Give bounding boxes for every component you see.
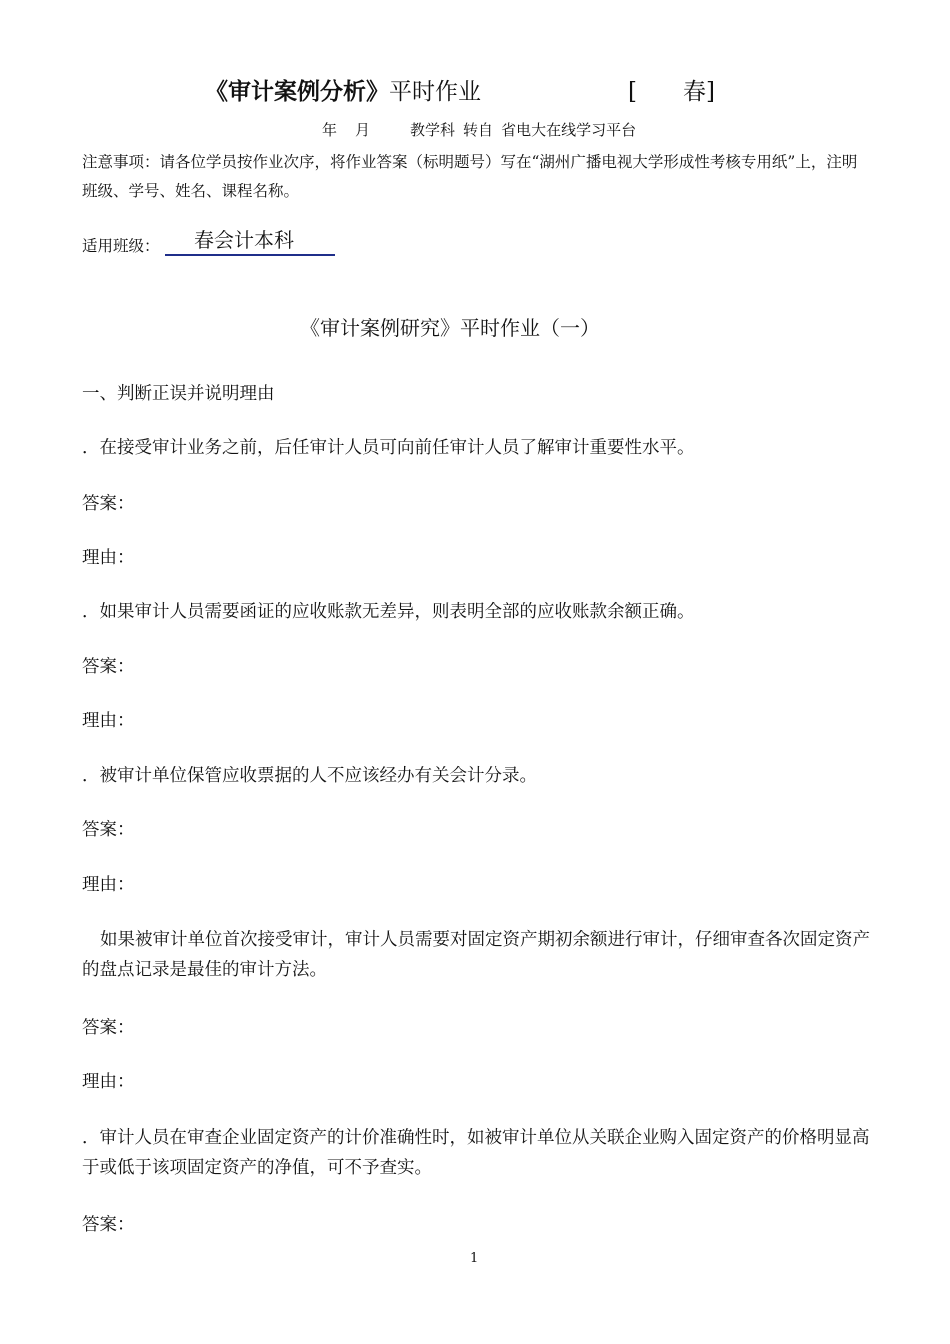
meta-dept: 教学科 [410, 121, 456, 139]
bracket-close: ] [705, 79, 715, 105]
question-4-answer-label: 答案： [82, 1018, 135, 1038]
document-title-rest: 平时作业 [389, 79, 481, 105]
meta-line [322, 120, 636, 140]
meta-month: 月 [355, 121, 371, 139]
meta-year: 年 [322, 121, 338, 139]
question-4-reason-label: 理由： [82, 1072, 135, 1092]
document-title [205, 76, 481, 108]
question-3-reason-label: 理由： [82, 875, 135, 895]
question-2-answer-label: 答案： [82, 657, 135, 677]
class-label: 适用班级： [82, 237, 160, 255]
question-3-text: ．被审计单位保管应收票据的人不应该经办有关会计分录。 [82, 766, 537, 786]
bracket-season: 春 [682, 79, 706, 105]
question-1-text: ．在接受审计业务之前，后任审计人员可向前任审计人员了解审计重要性水平。 [82, 438, 695, 458]
question-2-text: ．如果审计人员需要函证的应收账款无差异，则表明全部的应收账款余额正确。 [82, 602, 695, 622]
question-4-text: 如果被审计单位首次接受审计，审计人员需要对固定资产期初余额进行审计，仔细审查各次固定资产的盘点记录是最佳的审计方法。 [82, 930, 870, 980]
meta-platform: 省电大在线学习平台 [501, 121, 637, 139]
season-bracket [628, 76, 715, 108]
section-title: 《审计案例研究》平时作业（一） [300, 316, 600, 340]
document-title-bold: 《审计案例分析》 [205, 79, 389, 105]
class-underline [165, 254, 335, 256]
question-5-answer-label: 答案： [82, 1215, 135, 1235]
question-1-reason-label: 理由： [82, 548, 135, 568]
question-1-answer-label: 答案： [82, 494, 135, 514]
question-3-answer-label: 答案： [82, 820, 135, 840]
notice-text: 注意事项：请各位学员按作业次序，将作业答案（标明题号）写在“湖州广播电视大学形成性考核专用纸”上，注明班级、学号、姓名、课程名称。 [82, 153, 858, 200]
page-number: 1 [470, 1251, 479, 1266]
class-value: 春会计本科 [194, 228, 294, 252]
bracket-open: [ [628, 79, 637, 105]
meta-from: 转自 [463, 121, 494, 139]
part-heading: 一、判断正误并说明理由 [82, 384, 275, 404]
question-2-reason-label: 理由： [82, 711, 135, 731]
question-5-text: ．审计人员在审查企业固定资产的计价准确性时，如被审计单位从关联企业购入固定资产的价格明显高于或低于该项固定资产的净值，可不予查实。 [82, 1128, 870, 1178]
